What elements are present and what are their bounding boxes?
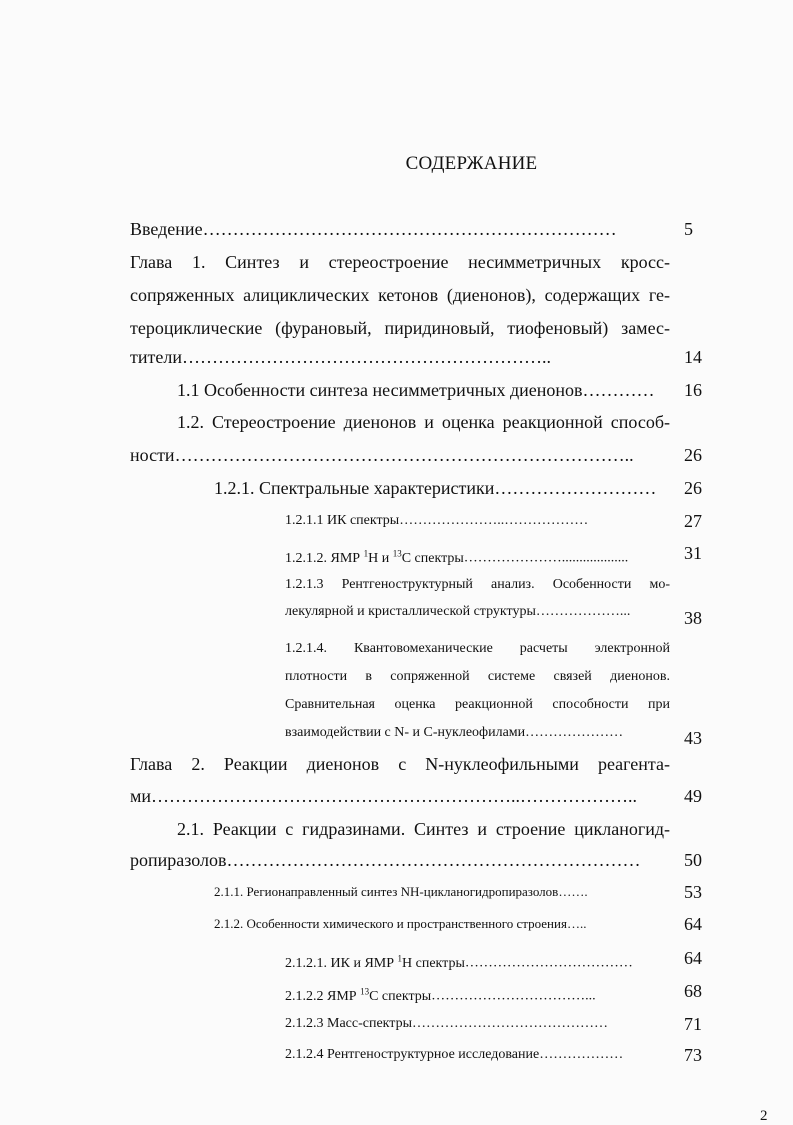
corner-page-number: 2 [760,1108,768,1124]
toc-entry-label: 2.1.2.2 ЯМР $^{13}$C спектры [285,986,432,1004]
toc-entry-1-2-1-3-line-2: лекулярной и кристаллической структуры………………... [285,604,631,619]
toc-page-number: 38 [684,608,702,628]
toc-page-number: 71 [684,1014,702,1034]
toc-entry-2-1-2-2[interactable] [285,978,670,1004]
toc-entry-1-2-1[interactable] [214,475,670,501]
toc-entry-label: 1.2.1.2. ЯМР $^1$H и $^{13}$C спектры [285,548,464,566]
toc-chapter-1-line-2: сопряженных алициклических кетонов (диенонов), содержащих ге- [130,285,670,305]
toc-page-number: 26 [684,478,702,498]
toc-entry-label: 2.1.2.4 Рентгеноструктурное исследование [285,1047,540,1062]
toc-entry-1-2-1-4-line-3: Сравнительная оценка реакционной способности при [285,697,670,712]
toc-entry-label: 1.1 Особенности синтеза несимметричных диенонов [177,380,583,400]
toc-page-number: 64 [684,948,702,968]
toc-chapter-2-line-1[interactable]: Глава 2. Реакции диенонов с N-нуклеофильными реагента- [130,754,670,774]
toc-entry-1-2-1-4-line-2: плотности в сопряженной системе связей диенонов. [285,669,670,684]
toc-page-number: 53 [684,882,702,902]
toc-entry-2-1-2[interactable] [214,911,670,937]
toc-entry-1-1[interactable] [177,377,670,403]
toc-entry-2-1-line-1[interactable]: 2.1. Реакции с гидразинами. Синтез и строение цикланогид- [177,819,670,839]
toc-entry-leader: …………………................... [463,550,629,566]
toc-entry-1-2-1-1[interactable] [285,508,670,534]
toc-entry-leader: …………………………………… [411,1016,608,1031]
toc-entry-leader: ……………………… [494,478,657,498]
toc-entry-2-1-2-3[interactable] [285,1011,670,1037]
toc-page-number: 5 [684,219,693,239]
toc-entry-leader: ……………… [539,1047,624,1062]
toc-chapter-1-line-4: тители…………………………………………………….. [130,347,551,367]
toc-chapter-1-line-1[interactable]: Глава 1. Синтез и стереостроение несимметричных кросс- [130,252,670,272]
toc-entry-leader: ……………………………… [464,955,633,971]
toc-entry-label: 2.1.2. Особенности химического и пространственного строения [214,916,567,931]
toc-page-number: 49 [684,786,702,806]
toc-entry-1-2-line-2: ности………………………………………………………………….. [130,445,634,465]
toc-entry-2-1-2-4[interactable] [285,1042,670,1068]
toc-page-number: 16 [684,380,702,400]
toc-entry-1-2-1-4-line-4: взаимодействии с N- и С-нуклеофилами………………… [285,725,624,740]
toc-page-number: 26 [684,445,702,465]
toc-chapter-1-line-3: тероциклические (фурановый, пиридиновый, тиофеновый) замес- [130,318,670,338]
toc-entry-leader: …………………..……………… [399,513,589,528]
toc-entry-label: 1.2.1.1 ИК спектры [285,513,400,528]
toc-page-number: 73 [684,1045,702,1065]
toc-entry-leader: …………………………………………………………… [202,219,617,239]
toc-entry-1-2-line-1[interactable]: 1.2. Стереостроение диенонов и оценка реакционной способ- [177,412,670,432]
toc-page-number: 68 [684,981,702,1001]
toc-entry-label: 1.2.1. Спектральные характеристики [214,478,495,498]
toc-page-number: 43 [684,728,702,748]
toc-entry-1-2-1-3-line-1[interactable]: 1.2.1.3 Рентгеноструктурный анализ. Особенности мо- [285,577,670,592]
toc-entry-label: 2.1.2.3 Масс-спектры [285,1016,412,1031]
toc-entry-leader: ………… [582,380,655,400]
toc-entry-2-1-1[interactable] [214,879,670,905]
toc-entry-1-2-1-4-line-1[interactable]: 1.2.1.4. Квантовомеханические расчеты электронной [285,641,670,656]
toc-entry-2-1-line-2: ропиразолов…………………………………………………………… [130,850,641,870]
toc-entry-leader: ….. [566,916,587,931]
toc-entry-leader: ……………………………... [431,988,596,1004]
toc-page-number: 50 [684,850,702,870]
toc-entry-label: Введение [130,219,203,239]
toc-page-number: 31 [684,543,702,563]
toc-entry-label: 2.1.2.1. ИК и ЯМР $^1$H спектры [285,953,465,971]
toc-entry-2-1-2-1[interactable] [285,945,670,971]
page-title: СОДЕРЖАНИЕ [405,153,538,174]
toc-entry-1-2-1-2[interactable] [285,540,670,566]
toc-page-number: 27 [684,511,702,531]
toc-chapter-2-line-2: ми……………………………………………………..……………….. [130,786,638,806]
toc-entry-label: 2.1.1. Регионаправленный синтез NH-цикланогидропиразолов [214,884,559,899]
toc-entry-leader: ……. [558,884,588,899]
toc-page-number: 64 [684,914,702,934]
toc-page-number: 14 [684,347,702,367]
